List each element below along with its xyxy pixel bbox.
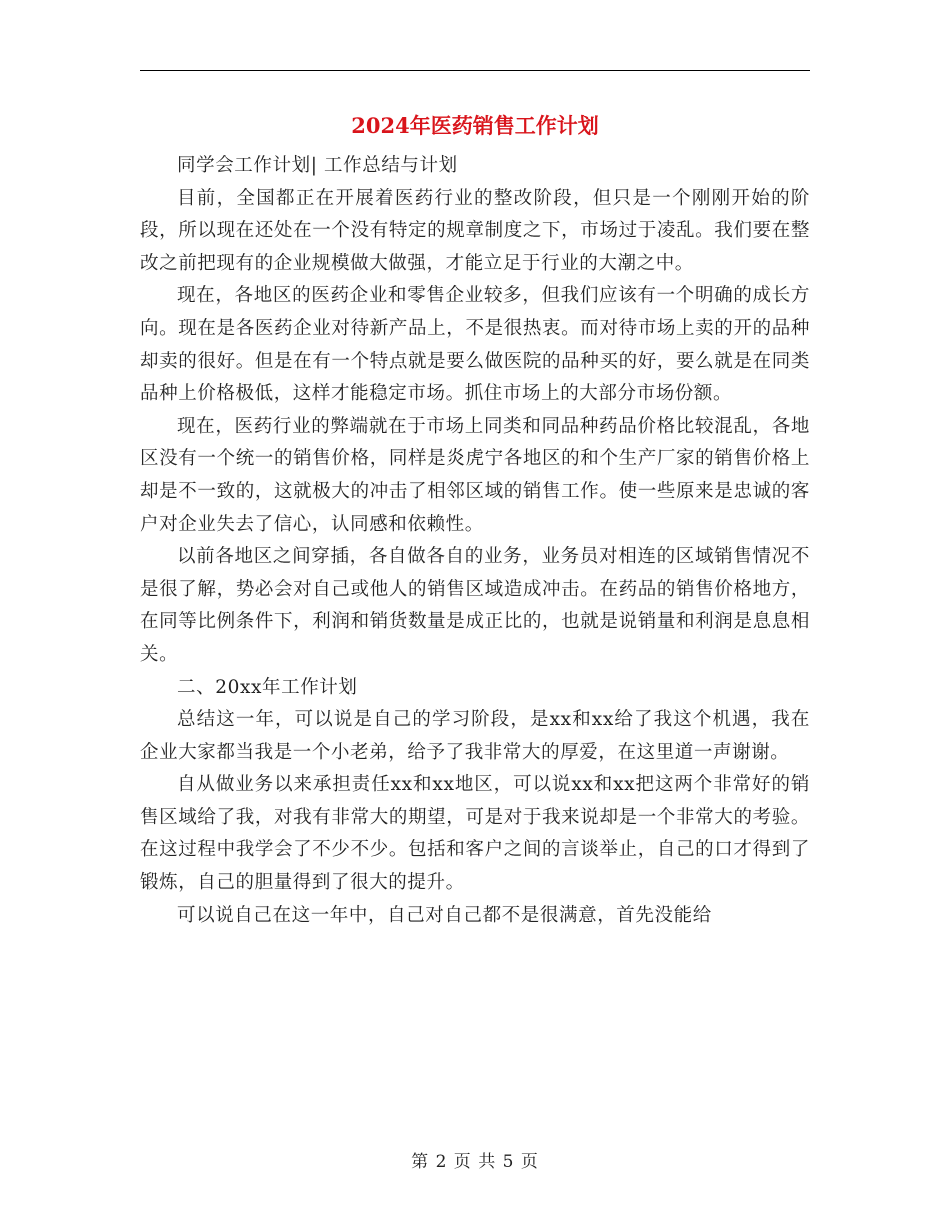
- document-title: 2024年医药销售工作计划: [351, 113, 599, 138]
- section-heading: 二、20xx年工作计划: [177, 676, 358, 698]
- body-paragraph: 可以说自己在这一年中，自己对自己都不是很满意，首先没能给: [177, 904, 712, 926]
- body-paragraph: 目前，全国都正在开展着医药行业的整改阶段，但只是一个刚刚开始的阶段，所以现在还处在一个没有特定的规章制度之下，市场过于凌乱。我们要在整改之前把现有的企业规模做大做强，才能立足于行业的大潮之中。: [140, 187, 810, 274]
- header-rule: [140, 70, 810, 71]
- body-paragraph: 自从做业务以来承担责任xx和xx地区，可以说xx和xx把这两个非常好的销售区域给了我，对我有非常大的期望，可是对于我来说却是一个非常大的考验。在这过程中我学会了不少不少。包括和客户之间的言谈举止，自己的口才得到了锻炼，自己的胆量得到了很大的提升。: [140, 774, 810, 894]
- subtitle-paragraph: 同学会工作计划| 工作总结与计划: [177, 155, 458, 176]
- body-paragraph: 现在，各地区的医药企业和零售企业较多，但我们应该有一个明确的成长方向。现在是各医药企业对待新产品上，不是很热衷。而对待市场上卖的开的品种却卖的很好。但是在有一个特点就是要么做医院的品种买的好，要么就是在同类品种上价格极低，这样才能稳定市场。抓住市场上的大部分市场份额。: [140, 285, 810, 405]
- body-paragraph: 现在，医药行业的弊端就在于市场上同类和同品种药品价格比较混乱，各地区没有一个统一的销售价格，同样是炎虎宁各地区的和个生产厂家的销售价格上却是不一致的，这就极大的冲击了相邻区域的销售工作。使一些原来是忠诚的客户对企业失去了信心，认同感和依赖性。: [140, 415, 810, 535]
- body-paragraph: 以前各地区之间穿插，各自做各自的业务，业务员对相连的区域销售情况不是很了解，势必会对自己或他人的销售区域造成冲击。在药品的销售价格地方，在同等比例条件下，利润和销货数量是成正比的，也就是说销量和利润是息息相关。: [140, 546, 810, 665]
- document-body: [140, 150, 810, 932]
- body-paragraph: 总结这一年，可以说是自己的学习阶段，是xx和xx给了我这个机遇，我在企业大家都当我是一个小老弟，给予了我非常大的厚爱，在这里道一声谢谢。: [140, 709, 810, 763]
- page-footer: 第 2 页 共 5 页: [411, 1152, 539, 1172]
